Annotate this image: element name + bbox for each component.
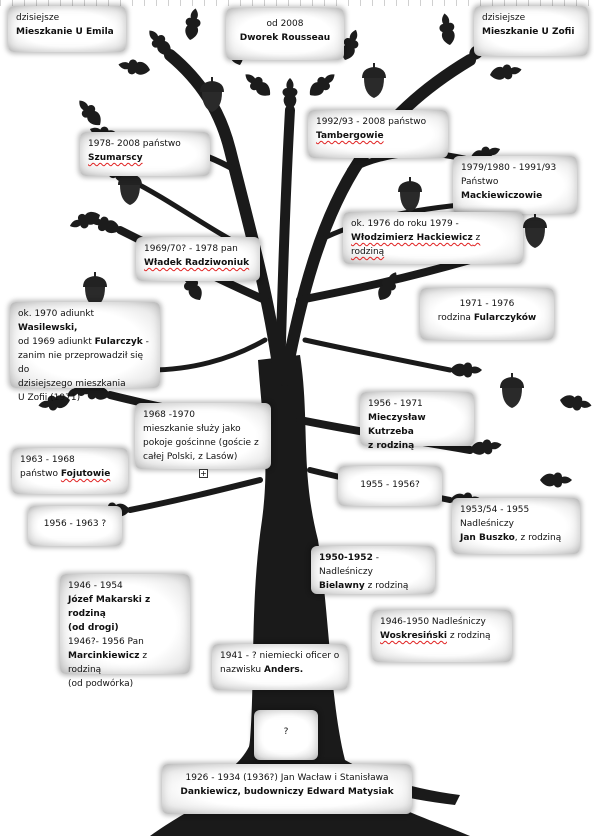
note-text: od 1969 adiunkt <box>18 337 95 347</box>
note-line: Władek Radziwoniuk <box>144 258 250 268</box>
note-name: Woskresiński <box>380 631 447 641</box>
note-name: Fojutowie <box>60 469 111 479</box>
note-line: 1971 - 1976 <box>459 299 515 309</box>
note-name: Fularczyków <box>473 313 537 323</box>
note-line: 1979/1980 - 1991/93 <box>461 163 557 173</box>
note-line: Nadleśniczy <box>460 519 514 529</box>
note-hackiewicz <box>343 212 523 264</box>
note-line: ? <box>283 727 289 737</box>
note-founders <box>162 764 412 814</box>
note-name: Włodzimierz Hackiewicz <box>351 233 473 243</box>
note-line: (od podwórka) <box>68 679 134 689</box>
note-text: ok. 1970 adiunkt <box>18 309 95 319</box>
note-woskresinski <box>372 610 512 662</box>
note-mackiewiczowie <box>453 156 577 214</box>
move-handle-icon[interactable]: + <box>200 469 207 478</box>
note-line: 1946-1950 Nadleśniczy <box>380 617 486 627</box>
note-tambergowie <box>308 110 448 158</box>
note-line: dzisiejsze <box>16 13 60 23</box>
note-line: mieszkanie służy jako <box>143 424 241 434</box>
note-bielawny <box>311 546 435 594</box>
note-prefix: nazwisku <box>220 665 264 675</box>
note-1955 <box>338 466 442 506</box>
note-buszko <box>452 498 580 554</box>
note-line: 1963 - 1968 <box>20 455 75 465</box>
note-line: Tambergowie <box>316 131 384 141</box>
note-text: - <box>142 337 149 347</box>
note-name: Wasilewski, <box>18 323 78 333</box>
note-line: pokoje gościnne (goście z <box>143 438 259 448</box>
note-line: Szumarscy <box>88 153 143 163</box>
note-suffix: z rodziną <box>68 651 148 675</box>
note-name: Anders. <box>264 665 304 675</box>
note-rousseau <box>226 8 344 60</box>
note-line: 1978- 2008 państwo <box>88 139 181 149</box>
note-line: Mieszkanie U Zofii <box>482 27 575 37</box>
note-line: 1941 - ? niemiecki oficer o <box>220 651 340 661</box>
note-line: dzisiejszego mieszkania <box>18 379 126 389</box>
note-radziwoniuk <box>136 237 260 281</box>
note-line: 1926 - 1934 (1936?) Jan Wacław i Stanisława <box>185 773 389 783</box>
note-line: 1956 - 1963 ? <box>43 519 107 529</box>
note-line: ok. 1976 do roku 1979 - <box>351 219 459 229</box>
note-line: (od drogi) <box>68 623 119 633</box>
note-1956 <box>28 506 122 546</box>
note-question <box>254 710 318 760</box>
note-line: dzisiejsze <box>482 13 526 23</box>
note-line: 1955 - 1956? <box>360 480 420 490</box>
note-line: zanim nie przeprowadził się do <box>18 351 144 375</box>
note-suffix: z rodziną <box>351 233 481 257</box>
note-line: 1956 - 1971 <box>368 399 423 409</box>
note-line: 1953/54 - 1955 <box>460 505 530 515</box>
note-line: od 2008 <box>266 19 304 29</box>
note-line: z rodziną <box>368 441 415 451</box>
note-line: Dworek Rousseau <box>239 33 331 43</box>
note-name: Marcinkiewicz <box>68 651 140 661</box>
note-makarski <box>60 574 190 689</box>
note-line: Mackiewiczowie <box>461 191 543 201</box>
note-prefix: rodzina <box>437 313 474 323</box>
note-current-emil <box>8 6 126 52</box>
note-line: Józef Makarski z rodziną <box>68 595 151 619</box>
note-line: Mieszkanie U Emila <box>16 27 114 37</box>
note-wasilewski <box>10 302 160 403</box>
note-fojutowie <box>12 448 128 494</box>
note-text: - Nadleśniczy <box>319 553 379 577</box>
note-name: Fularczyk <box>94 337 143 347</box>
note-pokoje-goscinne <box>135 403 271 469</box>
note-line: 1992/93 - 2008 państwo <box>316 117 427 127</box>
note-current-zofia <box>474 6 588 56</box>
note-anders <box>212 644 348 690</box>
note-prefix: państwo <box>20 469 61 479</box>
note-suffix: z rodziną <box>364 581 409 591</box>
note-suffix: , z rodziną <box>514 533 562 543</box>
note-kutrzeba <box>360 392 474 451</box>
note-line: U Zofii (1971) <box>18 393 81 403</box>
note-line: Dankiewicz, budowniczy Edward Matysiak <box>180 787 394 797</box>
note-fularczykow <box>420 288 554 340</box>
note-line: 1968 -1970 <box>143 410 195 420</box>
note-name: Bielawny <box>319 581 365 591</box>
note-szumarscy <box>80 132 210 176</box>
note-name: Jan Buszko <box>460 533 515 543</box>
note-line: całej Polski, z Lasów) <box>143 452 238 462</box>
note-line: Mieczysław Kutrzeba <box>368 413 426 437</box>
note-line: 1946 - 1954 <box>68 581 123 591</box>
note-line: Państwo <box>461 177 499 187</box>
note-suffix: z rodziną <box>446 631 491 641</box>
note-line: 1969/70? - 1978 pan <box>144 244 238 254</box>
note-text: 1950-1952 <box>319 553 373 563</box>
note-line: 1946?- 1956 Pan <box>68 637 144 647</box>
